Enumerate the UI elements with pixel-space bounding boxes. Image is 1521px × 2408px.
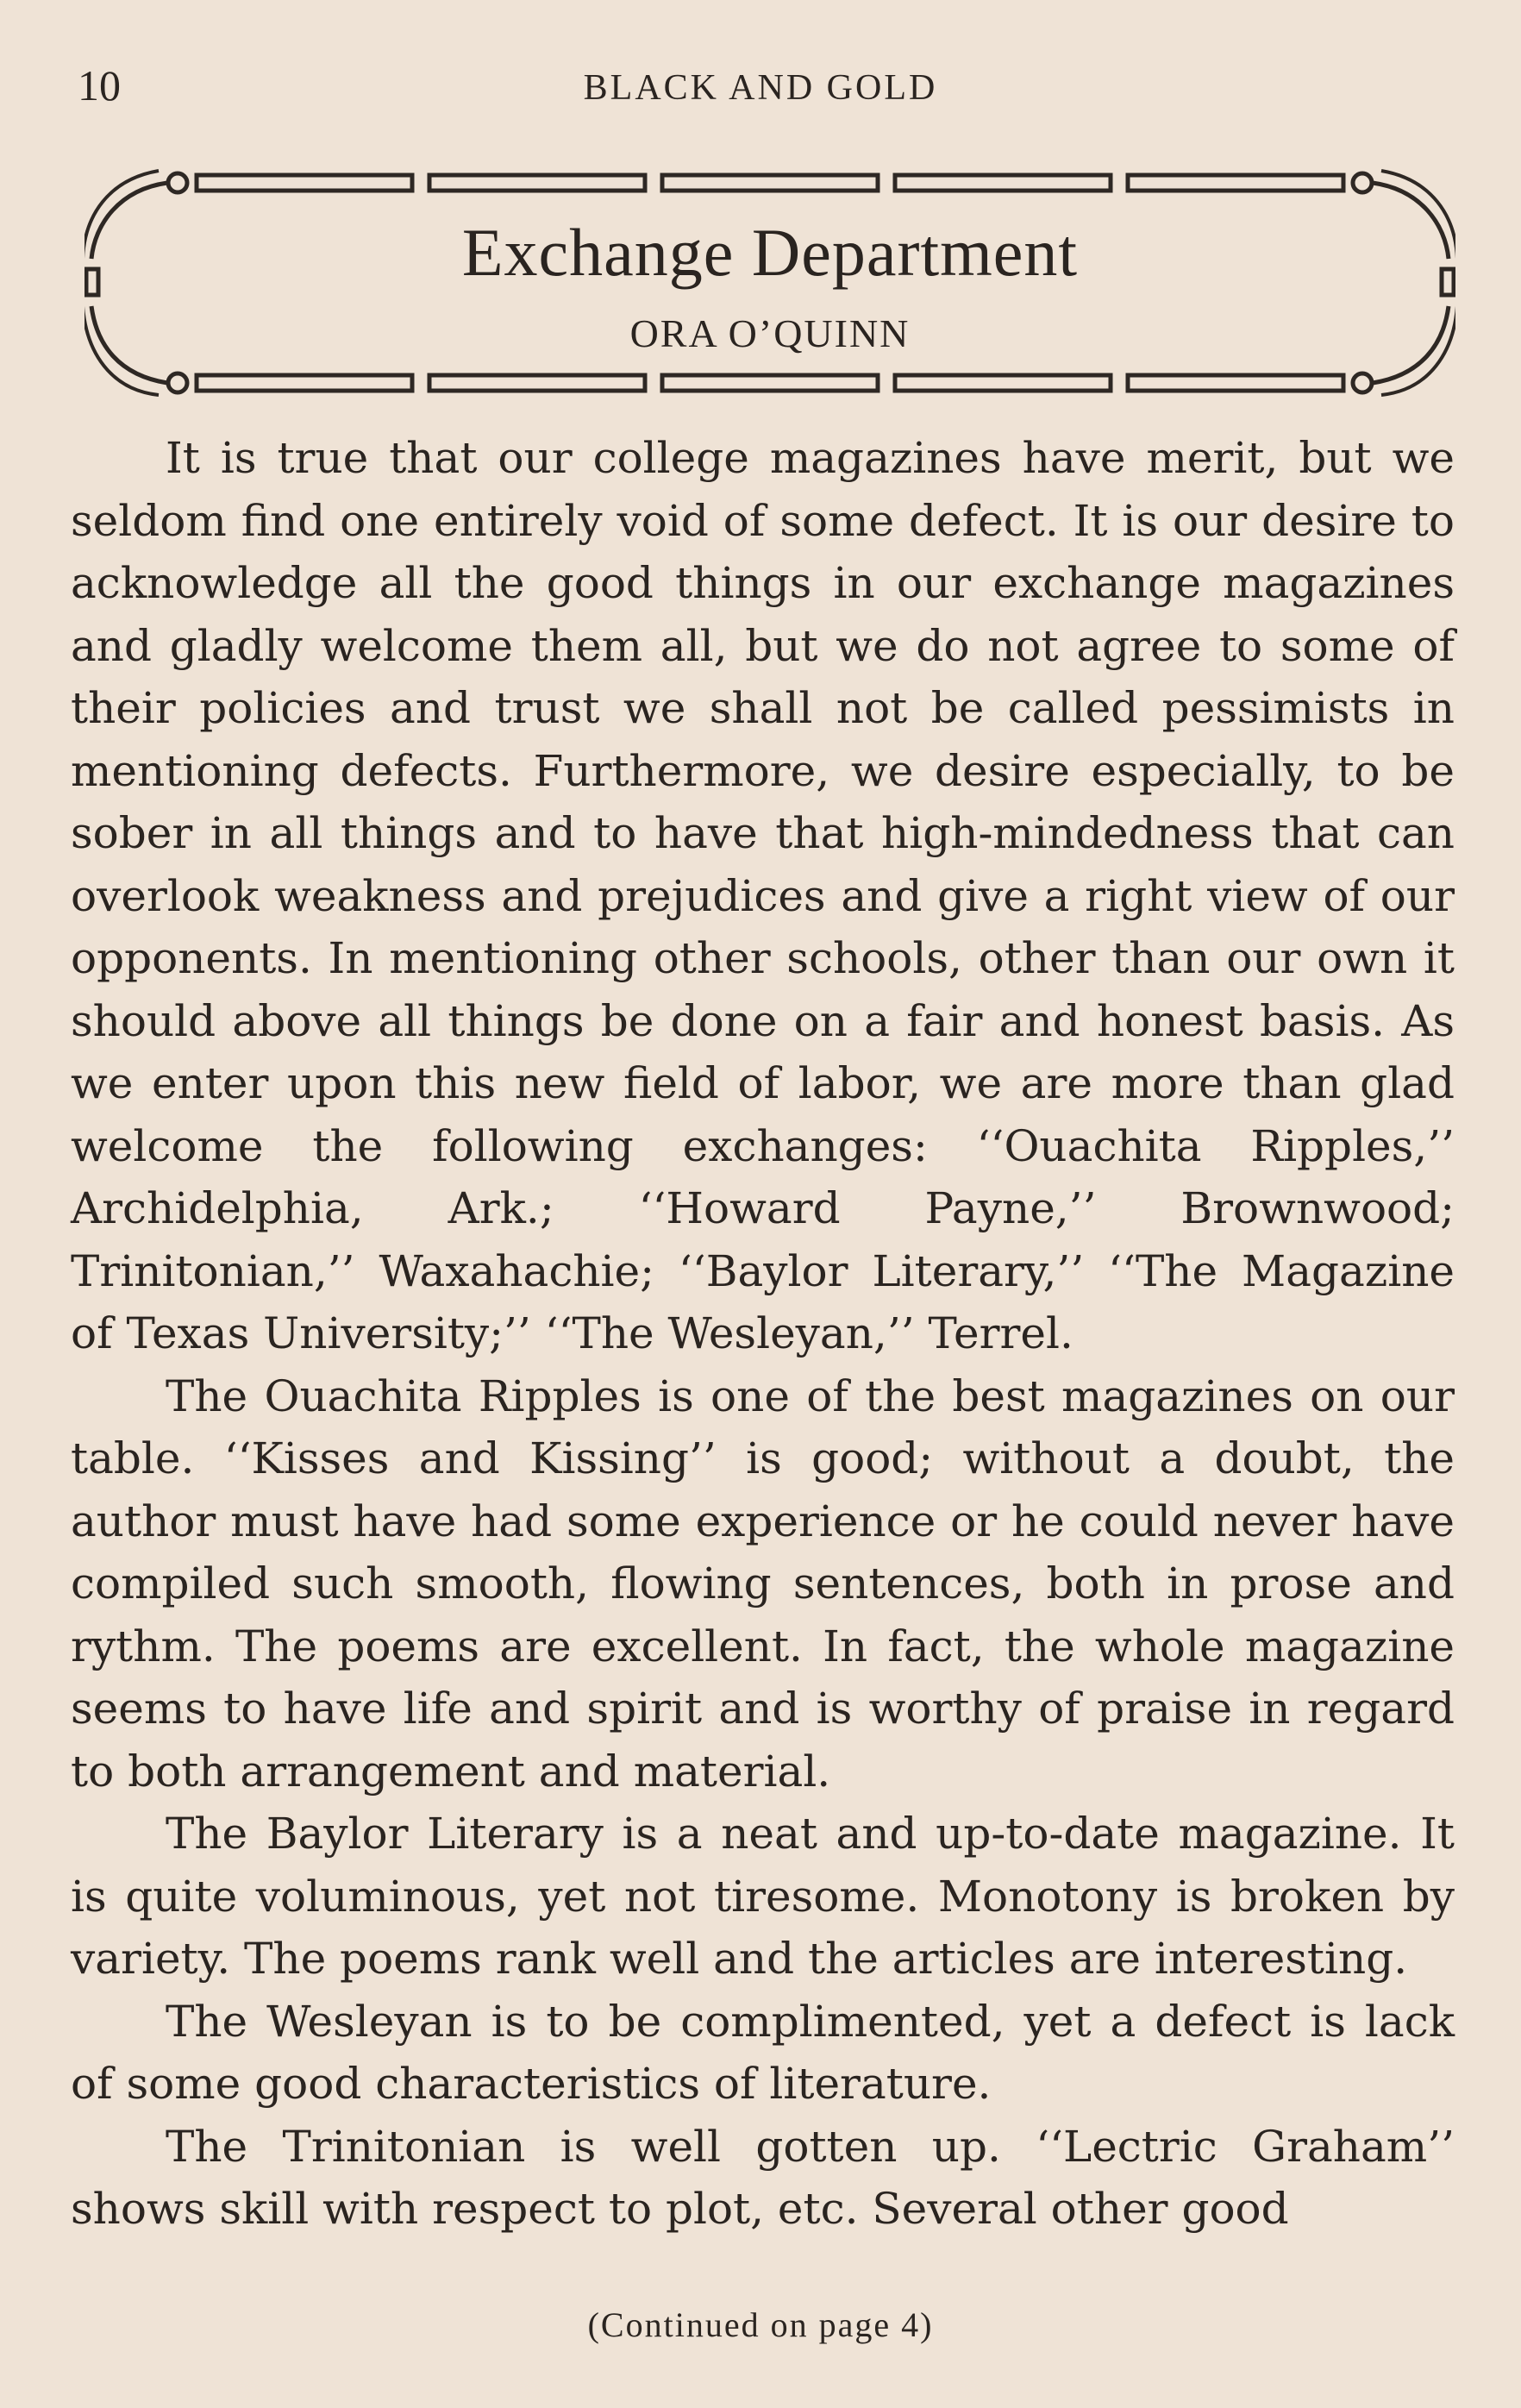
section-title: Exchange Department <box>461 215 1079 290</box>
continued-note: (Continued on page 4) <box>587 2305 934 2344</box>
paragraph: The Wesleyan is to be complimented, yet a defect is lack of some good characteristics of literature. <box>71 1996 1455 2109</box>
article-body <box>71 427 1455 2241</box>
paragraph: It is true that our college magazines have merit, but we seldom find one entirely void of some defect. It is our desire to acknowledge all the good things in our exchange magazines and gladly welcome them all, but we do not agree to some of their policies and trust we shall not be called pessimists in mentioning defects. Furthermore, we desire especially, to be sober in all things and to have that high-mindedness that can overlook weakness and prejudices and give a right view of our opponents. In mentioning other schools, other than our own it should above all things be done on a fair and honest basis. As we enter upon this new field of labor, we are more than glad welcome the following exchanges: ‘‘Ouachita Ripples,’’ Archidelphia, Ark.; ‘‘Howard Payne,’’ Brownwood; Trinitonian,’’ Waxahachie; ‘‘Baylor Literary,’’ ‘‘The Magazine of Texas University;’’ ‘‘The Wesleyan,’’ Terrel. <box>71 433 1455 1358</box>
page-number: 10 <box>78 61 121 110</box>
section-header-frame <box>84 164 1455 405</box>
paragraph: The Ouachita Ripples is one of the best magazines on our table. ‘‘Kisses and Kissing’’ is good; without a doubt, the author must have had some experience or he could never have compiled such smooth, flowing sentences, both in prose and rythm. The poems are excellent. In fact, the whole magazine seems to have life and spirit and is worthy of praise in regard to both arrangement and material. <box>71 1370 1455 1797</box>
section-author: ORA O’QUINN <box>629 311 911 355</box>
paragraph: The Baylor Literary is a neat and up-to-date magazine. It is quite voluminous, yet not tiresome. Monotony is broken by variety. The poems rank well and the articles are interesting. <box>71 1809 1455 1984</box>
running-head: BLACK AND GOLD <box>583 68 938 108</box>
paragraph: The Trinitonian is well gotten up. ‘‘Lectric Graham’’ shows skill with respect to plot, etc. Several other good <box>71 2121 1455 2234</box>
